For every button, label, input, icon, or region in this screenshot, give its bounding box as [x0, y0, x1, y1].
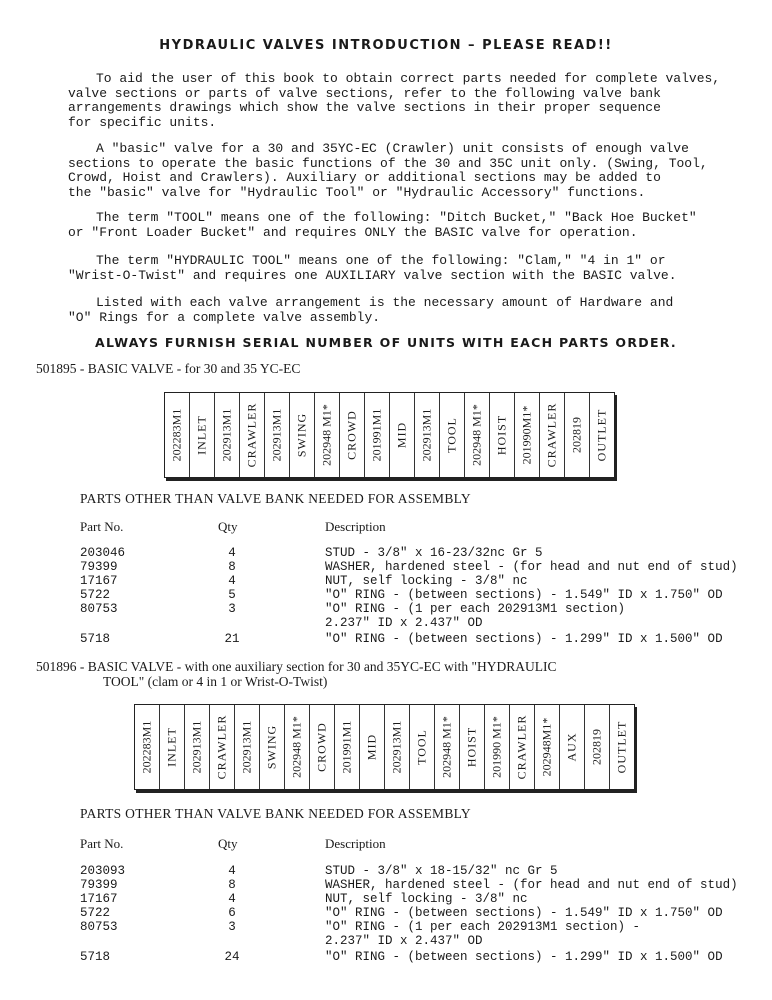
section-label: CROWD [314, 722, 329, 772]
part-number: 5722 [80, 588, 111, 602]
col-header-part: Part No. [80, 519, 124, 534]
part-number: 17167 [80, 892, 118, 906]
description: WASHER, hardened steel - (for head and nut end of stud) [325, 560, 738, 574]
parts-heading-501896: PARTS OTHER THAN VALVE BANK NEEDED FOR ASSEMBLY [80, 806, 471, 821]
valve-section [165, 393, 189, 477]
intro-paragraph-3 [68, 211, 697, 240]
section-label: TOOL [414, 729, 429, 765]
text-line: valve sections or parts of valve sections, refer to the following valve bank [68, 85, 661, 101]
section-part-number: 201991M1 [369, 408, 384, 462]
description: WASHER, hardened steel - (for head and nut end of stud) [325, 878, 738, 892]
section-label: CRAWLER [244, 402, 259, 468]
section-part-number: 202913M1 [419, 408, 434, 462]
section-part-number: 202948 M1* [469, 404, 484, 466]
valve-section [334, 705, 359, 789]
section-label: CROWD [344, 410, 359, 460]
description-continued: 2.237" ID x 2.437" OD [325, 616, 483, 630]
section-part-number: 202948M1* [539, 717, 554, 777]
quantity: 4 [228, 546, 236, 560]
valve-section [609, 705, 634, 789]
quantity: 6 [228, 906, 236, 920]
valve-section [414, 393, 439, 477]
quantity: 5 [228, 588, 236, 602]
valve-section [259, 705, 284, 789]
part-number: 80753 [80, 602, 118, 616]
section-part-number: 201990 M1* [489, 716, 504, 778]
description: "O" RING - (1 per each 202913M1 section) [325, 602, 626, 616]
section-label: INLET [194, 415, 209, 455]
intro-paragraph-5 [68, 296, 673, 325]
section-part-number: 202819 [569, 417, 584, 453]
valve-section [439, 393, 464, 477]
section-label: MID [394, 421, 409, 449]
valve-501895-heading: 501895 - BASIC VALVE - for 30 and 35 YC-EC [36, 361, 301, 376]
part-number: 79399 [80, 560, 118, 574]
text-line: the "basic" valve for "Hydraulic Tool" or "Hydraulic Accessory" functions. [68, 184, 646, 200]
section-label: HOIST [494, 414, 509, 456]
section-label: SWING [294, 412, 309, 458]
valve-section [264, 393, 289, 477]
valve-section [189, 393, 214, 477]
section-label: INLET [164, 727, 179, 767]
valve-section [384, 705, 409, 789]
valve-section [464, 393, 489, 477]
serial-number-warning: ALWAYS FURNISH SERIAL NUMBER OF UNITS WITH EACH PARTS ORDER. [95, 335, 677, 350]
description: "O" RING - (between sections) - 1.549" ID x 1.750" OD [325, 588, 723, 602]
valve-section [584, 705, 609, 789]
valve-501896-heading: 501896 - BASIC VALVE - with one auxiliary section for 30 and 35YC-EC with "HYDRAULIC [36, 659, 557, 674]
valve-section [234, 705, 259, 789]
section-label: MID [364, 733, 379, 761]
section-label: SWING [264, 724, 279, 770]
part-number: 79399 [80, 878, 118, 892]
section-part-number: 201991M1 [339, 720, 354, 774]
description: NUT, self locking - 3/8" nc [325, 892, 528, 906]
section-label: AUX [564, 732, 579, 762]
text-line: "Wrist-O-Twist" and requires one AUXILIARY valve section with the BASIC valve. [68, 267, 677, 283]
valve-section [514, 393, 539, 477]
valve-section [539, 393, 564, 477]
valve-bank-501895 [164, 392, 615, 478]
section-part-number: 202948 M1* [289, 716, 304, 778]
valve-section [409, 705, 434, 789]
col-header-description: Description [325, 519, 386, 534]
quantity: 8 [228, 560, 236, 574]
valve-section [309, 705, 334, 789]
section-label: CRAWLER [514, 714, 529, 780]
section-part-number: 202283M1 [139, 720, 154, 774]
valve-section [484, 705, 509, 789]
intro-paragraph-2 [68, 142, 708, 200]
part-number: 17167 [80, 574, 118, 588]
description: NUT, self locking - 3/8" nc [325, 574, 528, 588]
quantity: 3 [228, 602, 236, 616]
text-line: The term "HYDRAULIC TOOL" means one of the following: "Clam," "4 in 1" or [96, 253, 666, 268]
part-number: 203046 [80, 546, 126, 560]
col-header-qty: Qty [218, 836, 238, 851]
quantity: 4 [228, 574, 236, 588]
parts-heading-501895: PARTS OTHER THAN VALVE BANK NEEDED FOR ASSEMBLY [80, 491, 471, 506]
section-part-number: 202913M1 [239, 720, 254, 774]
text-line: for specific units. [68, 114, 217, 130]
section-part-number: 202913M1 [389, 720, 404, 774]
description: "O" RING - (between sections) - 1.549" ID x 1.750" OD [325, 906, 723, 920]
valve-section [434, 705, 459, 789]
valve-section [589, 393, 614, 477]
valve-section [364, 393, 389, 477]
part-number: 80753 [80, 920, 118, 934]
parts-table-501896 [0, 864, 772, 964]
parts-table-501895 [0, 546, 772, 646]
valve-section [389, 393, 414, 477]
quantity: 24 [224, 950, 240, 964]
intro-paragraph-1 [68, 72, 720, 130]
section-part-number: 202948 M1* [439, 716, 454, 778]
part-number: 5722 [80, 906, 111, 920]
quantity: 21 [224, 632, 240, 646]
valve-section [159, 705, 184, 789]
section-part-number: 202913M1 [189, 720, 204, 774]
valve-section [489, 393, 514, 477]
section-label: OUTLET [614, 720, 629, 774]
section-part-number: 201990M1* [519, 405, 534, 465]
valve-bank-501896 [134, 704, 635, 790]
part-number: 5718 [80, 950, 111, 964]
description: "O" RING - (1 per each 202913M1 section) - [325, 920, 641, 934]
valve-section [284, 705, 309, 789]
valve-section [214, 393, 239, 477]
valve-501896-heading-cont: TOOL" (clam or 4 in 1 or Wrist-O-Twist) [103, 674, 328, 689]
part-number: 5718 [80, 632, 111, 646]
valve-section [209, 705, 234, 789]
valve-section [564, 393, 589, 477]
valve-section [459, 705, 484, 789]
section-part-number: 202819 [589, 729, 604, 765]
section-part-number: 202913M1 [219, 408, 234, 462]
valve-section [314, 393, 339, 477]
text-line: or "Front Loader Bucket" and requires ONLY the BASIC valve for operation. [68, 224, 638, 240]
section-label: CRAWLER [214, 714, 229, 780]
valve-section [534, 705, 559, 789]
section-label: OUTLET [594, 408, 609, 462]
col-header-description: Description [325, 836, 386, 851]
valve-section [509, 705, 534, 789]
section-part-number: 202283M1 [169, 408, 184, 462]
description: "O" RING - (between sections) - 1.299" ID x 1.500" OD [325, 950, 723, 964]
description: STUD - 3/8" x 18-15/32" nc Gr 5 [325, 864, 558, 878]
valve-section [289, 393, 314, 477]
quantity: 8 [228, 878, 236, 892]
text-line: To aid the user of this book to obtain correct parts needed for complete valves, [96, 71, 721, 86]
description: STUD - 3/8" x 16-23/32nc Gr 5 [325, 546, 543, 560]
col-header-qty: Qty [218, 519, 238, 534]
section-label: TOOL [444, 417, 459, 453]
part-number: 203093 [80, 864, 126, 878]
quantity: 4 [228, 864, 236, 878]
text-line: A "basic" valve for a 30 and 35YC-EC (Crawler) unit consists of enough valve [96, 141, 689, 156]
section-label: CRAWLER [544, 402, 559, 468]
valve-section [559, 705, 584, 789]
quantity: 4 [228, 892, 236, 906]
quantity: 3 [228, 920, 236, 934]
intro-paragraph-4 [68, 254, 677, 283]
text-line: sections to operate the basic functions of the 30 and 35C unit only. (Swing, Tool, [68, 155, 708, 171]
text-line: arrangements drawings which show the valve sections in their proper sequence [68, 100, 661, 115]
section-label: HOIST [464, 726, 479, 768]
col-header-part: Part No. [80, 836, 124, 851]
page-title: HYDRAULIC VALVES INTRODUCTION – PLEASE READ!! [159, 38, 613, 53]
section-part-number: 202913M1 [269, 408, 284, 462]
description-continued: 2.237" ID x 2.437" OD [325, 934, 483, 948]
section-part-number: 202948 M1* [319, 404, 334, 466]
description: "O" RING - (between sections) - 1.299" ID x 1.500" OD [325, 632, 723, 646]
valve-section [359, 705, 384, 789]
valve-section [135, 705, 159, 789]
valve-section [239, 393, 264, 477]
text-line: Crowd, Hoist and Crawlers). Auxiliary or additional sections may be added to [68, 170, 661, 185]
text-line: The term "TOOL" means one of the following: "Ditch Bucket," "Back Hoe Bucket" [96, 210, 697, 225]
text-line: "O" Rings for a complete valve assembly. [68, 309, 381, 325]
valve-section [184, 705, 209, 789]
valve-section [339, 393, 364, 477]
text-line: Listed with each valve arrangement is the necessary amount of Hardware and [96, 295, 674, 310]
